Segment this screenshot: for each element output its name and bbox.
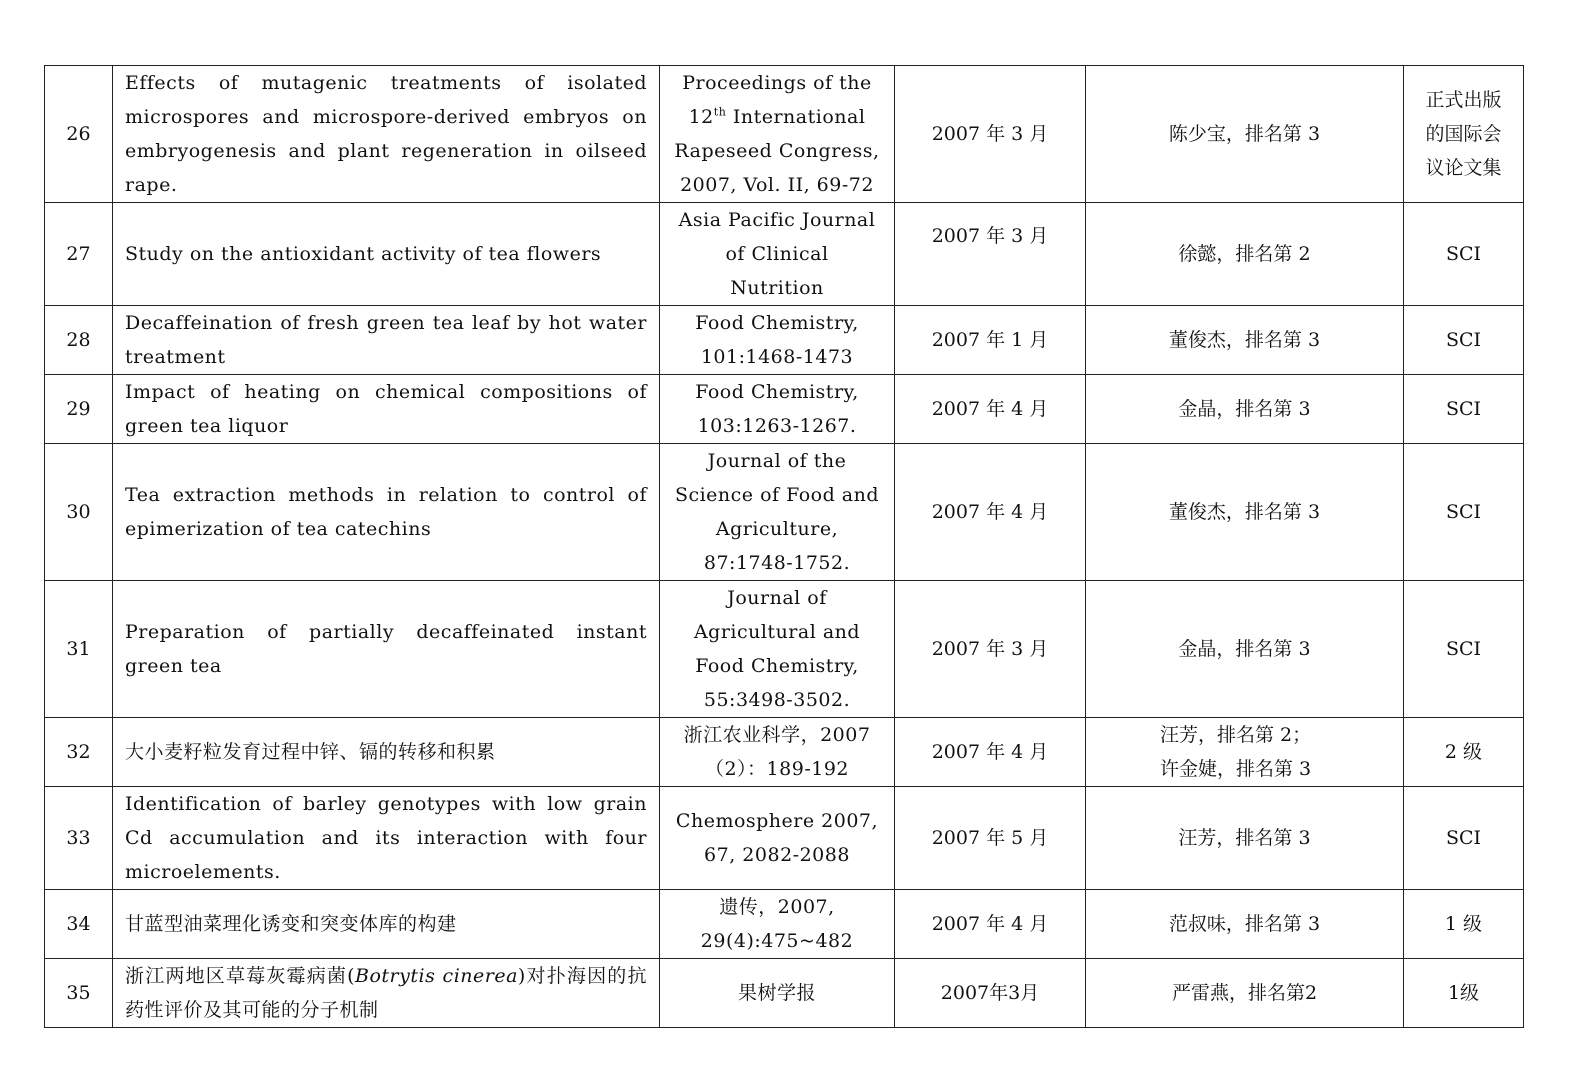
row-number: 35 xyxy=(45,959,113,1028)
paper-title: Preparation of partially decaffeinated instant green tea xyxy=(113,581,660,718)
paper-title: Decaffeination of fresh green tea leaf by hot water treatment xyxy=(113,306,660,375)
author-rank: 范叔味，排名第 3 xyxy=(1086,890,1404,959)
publication-date: 2007 年 3 月 xyxy=(895,66,1086,203)
journal-source: Food Chemistry, 103:1263-1267. xyxy=(660,375,895,444)
author-rank: 汪芳，排名第 2； 许金婕，排名第 3 xyxy=(1086,718,1404,787)
table-row xyxy=(45,581,1524,718)
publication-date: 2007 年 3 月 xyxy=(895,203,1086,306)
row-number: 29 xyxy=(45,375,113,444)
row-number: 28 xyxy=(45,306,113,375)
row-number: 34 xyxy=(45,890,113,959)
journal-source: Food Chemistry, 101:1468-1473 xyxy=(660,306,895,375)
paper-title: Impact of heating on chemical compositions of green tea liquor xyxy=(113,375,660,444)
author-rank: 徐懿，排名第 2 xyxy=(1086,203,1404,306)
journal-source: Chemosphere 2007, 67, 2082-2088 xyxy=(660,787,895,890)
publication-type: SCI xyxy=(1404,306,1524,375)
publication-type: 正式出版 的国际会 议论文集 xyxy=(1404,66,1524,203)
publication-date: 2007 年 4 月 xyxy=(895,444,1086,581)
publication-type: SCI xyxy=(1404,581,1524,718)
publication-type: SCI xyxy=(1404,375,1524,444)
journal-source: Proceedings of the 12th International Rapeseed Congress, 2007, Vol. II, 69-72 xyxy=(660,66,895,203)
publication-date: 2007 年 4 月 xyxy=(895,718,1086,787)
publication-type: 1 级 xyxy=(1404,890,1524,959)
table-row xyxy=(45,444,1524,581)
author-rank: 陈少宝，排名第 3 xyxy=(1086,66,1404,203)
table-row xyxy=(45,787,1524,890)
row-number: 30 xyxy=(45,444,113,581)
row-number: 31 xyxy=(45,581,113,718)
publication-type: 2 级 xyxy=(1404,718,1524,787)
paper-title: 大小麦籽粒发育过程中锌、镉的转移和积累 xyxy=(113,718,660,787)
author-rank: 汪芳，排名第 3 xyxy=(1086,787,1404,890)
publication-date: 2007 年 1 月 xyxy=(895,306,1086,375)
journal-source: 果树学报 xyxy=(660,959,895,1028)
journal-source: 遗传，2007, 29(4):475~482 xyxy=(660,890,895,959)
author-rank: 严雷燕，排名第2 xyxy=(1086,959,1404,1028)
author-rank: 金晶，排名第 3 xyxy=(1086,581,1404,718)
publication-table xyxy=(44,65,1524,1028)
journal-source: Journal of Agricultural and Food Chemistry, 55:3498-3502. xyxy=(660,581,895,718)
publication-type: 1级 xyxy=(1404,959,1524,1028)
publication-date: 2007 年 5 月 xyxy=(895,787,1086,890)
table-row xyxy=(45,375,1524,444)
publication-type: SCI xyxy=(1404,787,1524,890)
species-name: Botrytis cinerea xyxy=(355,965,518,987)
publication-date: 2007 年 3 月 xyxy=(895,581,1086,718)
paper-title: Study on the antioxidant activity of tea flowers xyxy=(113,203,660,306)
journal-source: Journal of the Science of Food and Agriculture, 87:1748-1752. xyxy=(660,444,895,581)
author-rank: 金晶，排名第 3 xyxy=(1086,375,1404,444)
row-number: 33 xyxy=(45,787,113,890)
publication-type: SCI xyxy=(1404,203,1524,306)
publication-date: 2007 年 4 月 xyxy=(895,890,1086,959)
table-row xyxy=(45,66,1524,203)
journal-source: Asia Pacific Journal of Clinical Nutrition xyxy=(660,203,895,306)
table-row xyxy=(45,306,1524,375)
author-rank: 董俊杰，排名第 3 xyxy=(1086,306,1404,375)
paper-title: Identification of barley genotypes with low grain Cd accumulation and its interaction with four microelements. xyxy=(113,787,660,890)
row-number: 32 xyxy=(45,718,113,787)
table-row xyxy=(45,203,1524,306)
paper-title: 浙江两地区草莓灰霉病菌(Botrytis cinerea)对扑海因的抗药性评价及其可能的分子机制 xyxy=(113,959,660,1028)
publication-date: 2007 年 4 月 xyxy=(895,375,1086,444)
paper-title: Effects of mutagenic treatments of isolated microspores and microspore-derived embryos on embryogenesis and plant regeneration in oilseed rape. xyxy=(113,66,660,203)
table-row xyxy=(45,890,1524,959)
paper-title: 甘蓝型油菜理化诱变和突变体库的构建 xyxy=(113,890,660,959)
row-number: 27 xyxy=(45,203,113,306)
journal-source: 浙江农业科学，2007 （2）：189-192 xyxy=(660,718,895,787)
table-row xyxy=(45,718,1524,787)
row-number: 26 xyxy=(45,66,113,203)
paper-title: Tea extraction methods in relation to control of epimerization of tea catechins xyxy=(113,444,660,581)
publication-date: 2007年3月 xyxy=(895,959,1086,1028)
author-rank: 董俊杰，排名第 3 xyxy=(1086,444,1404,581)
publication-table-page xyxy=(44,65,1523,1028)
table-row xyxy=(45,959,1524,1028)
publication-type: SCI xyxy=(1404,444,1524,581)
